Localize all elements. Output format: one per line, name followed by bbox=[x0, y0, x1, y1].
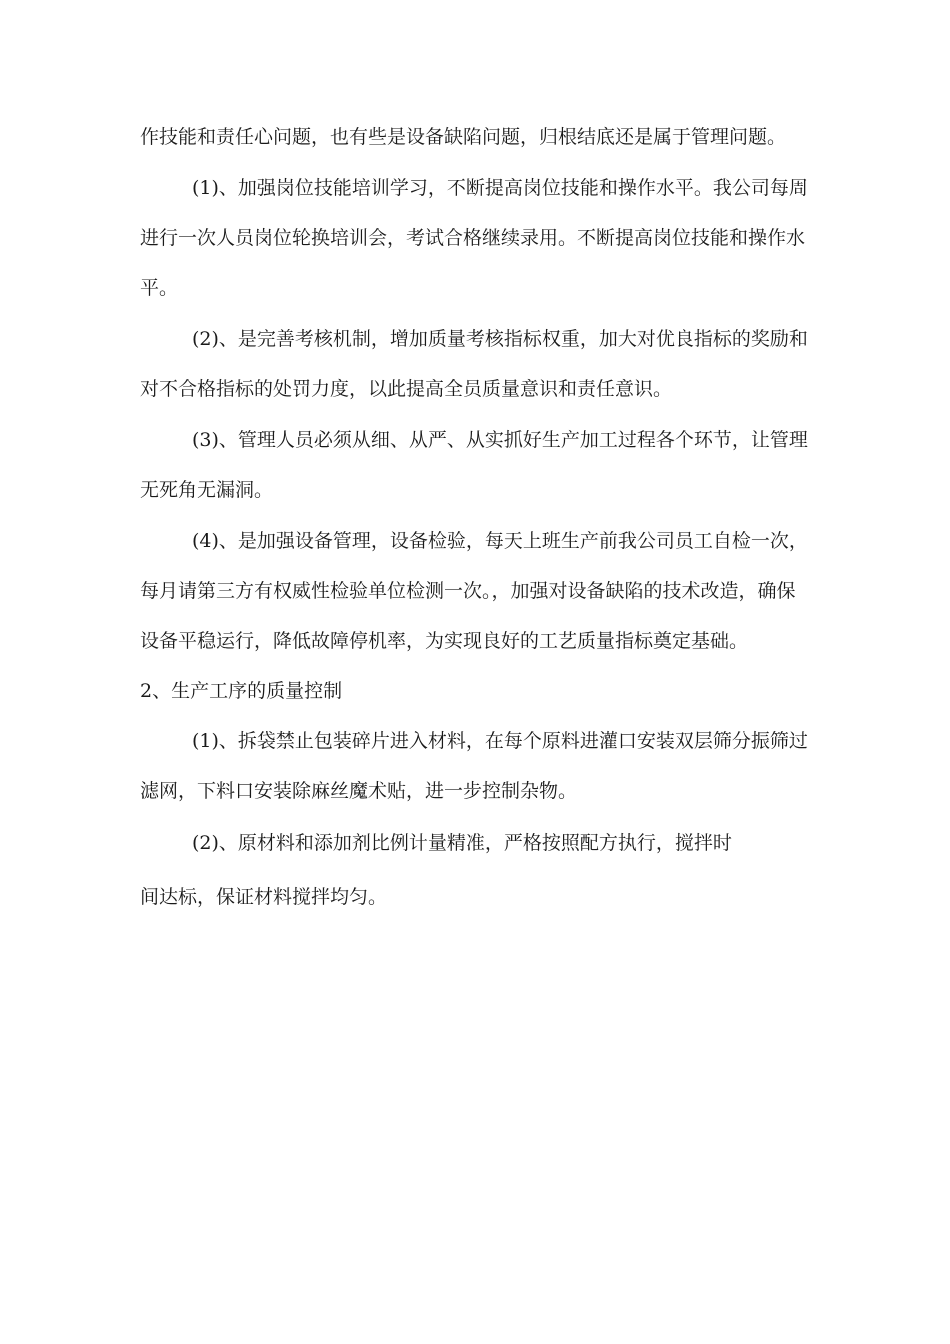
text-line: 设备平稳运行，降低故障停机率，为实现良好的工艺质量指标奠定基础。 bbox=[140, 630, 749, 652]
paragraph-1-line: (1)、加强岗位技能培训学习，不断提高岗位技能和操作水平。我公司每周 bbox=[192, 177, 808, 199]
text-line: 间达标，保证材料搅拌均匀。 bbox=[140, 886, 388, 908]
paragraph-6-line: (2)、原材料和添加剂比例计量精准，严格按照配方执行，搅拌时 bbox=[192, 832, 732, 854]
text-line: 对不合格指标的处罚力度，以此提高全员质量意识和责任意识。 bbox=[140, 378, 673, 400]
text-line: 滤网，下料口安装除麻丝魔术贴，进一步控制杂物。 bbox=[140, 780, 578, 802]
text-line: 平。 bbox=[140, 277, 179, 299]
text-line: 每月请第三方有权威性检验单位检测一次。，加强对设备缺陷的技术改造，确保 bbox=[140, 580, 796, 602]
text-line: 进行一次人员岗位轮换培训会，考试合格继续录用。不断提高岗位技能和操作水 bbox=[140, 227, 806, 249]
paragraph-4-line: (4)、是加强设备管理，设备检验，每天上班生产前我公司员工自检一次， bbox=[192, 530, 808, 552]
text-line: 作技能和责任心问题，也有些是设备缺陷问题，归根结底还是属于管理问题。 bbox=[140, 126, 787, 148]
section-heading: 2、生产工序的质量控制 bbox=[140, 680, 343, 702]
paragraph-2-line: (2)、是完善考核机制，增加质量考核指标权重，加大对优良指标的奖励和 bbox=[192, 328, 808, 350]
paragraph-3-line: (3)、管理人员必须从细、从严、从实抓好生产加工过程各个环节，让管理 bbox=[192, 429, 808, 451]
paragraph-5-line: (1)、拆袋禁止包装碎片进入材料，在每个原料进灌口安装双层筛分振筛过 bbox=[192, 730, 808, 752]
text-line: 无死角无漏洞。 bbox=[140, 479, 274, 501]
